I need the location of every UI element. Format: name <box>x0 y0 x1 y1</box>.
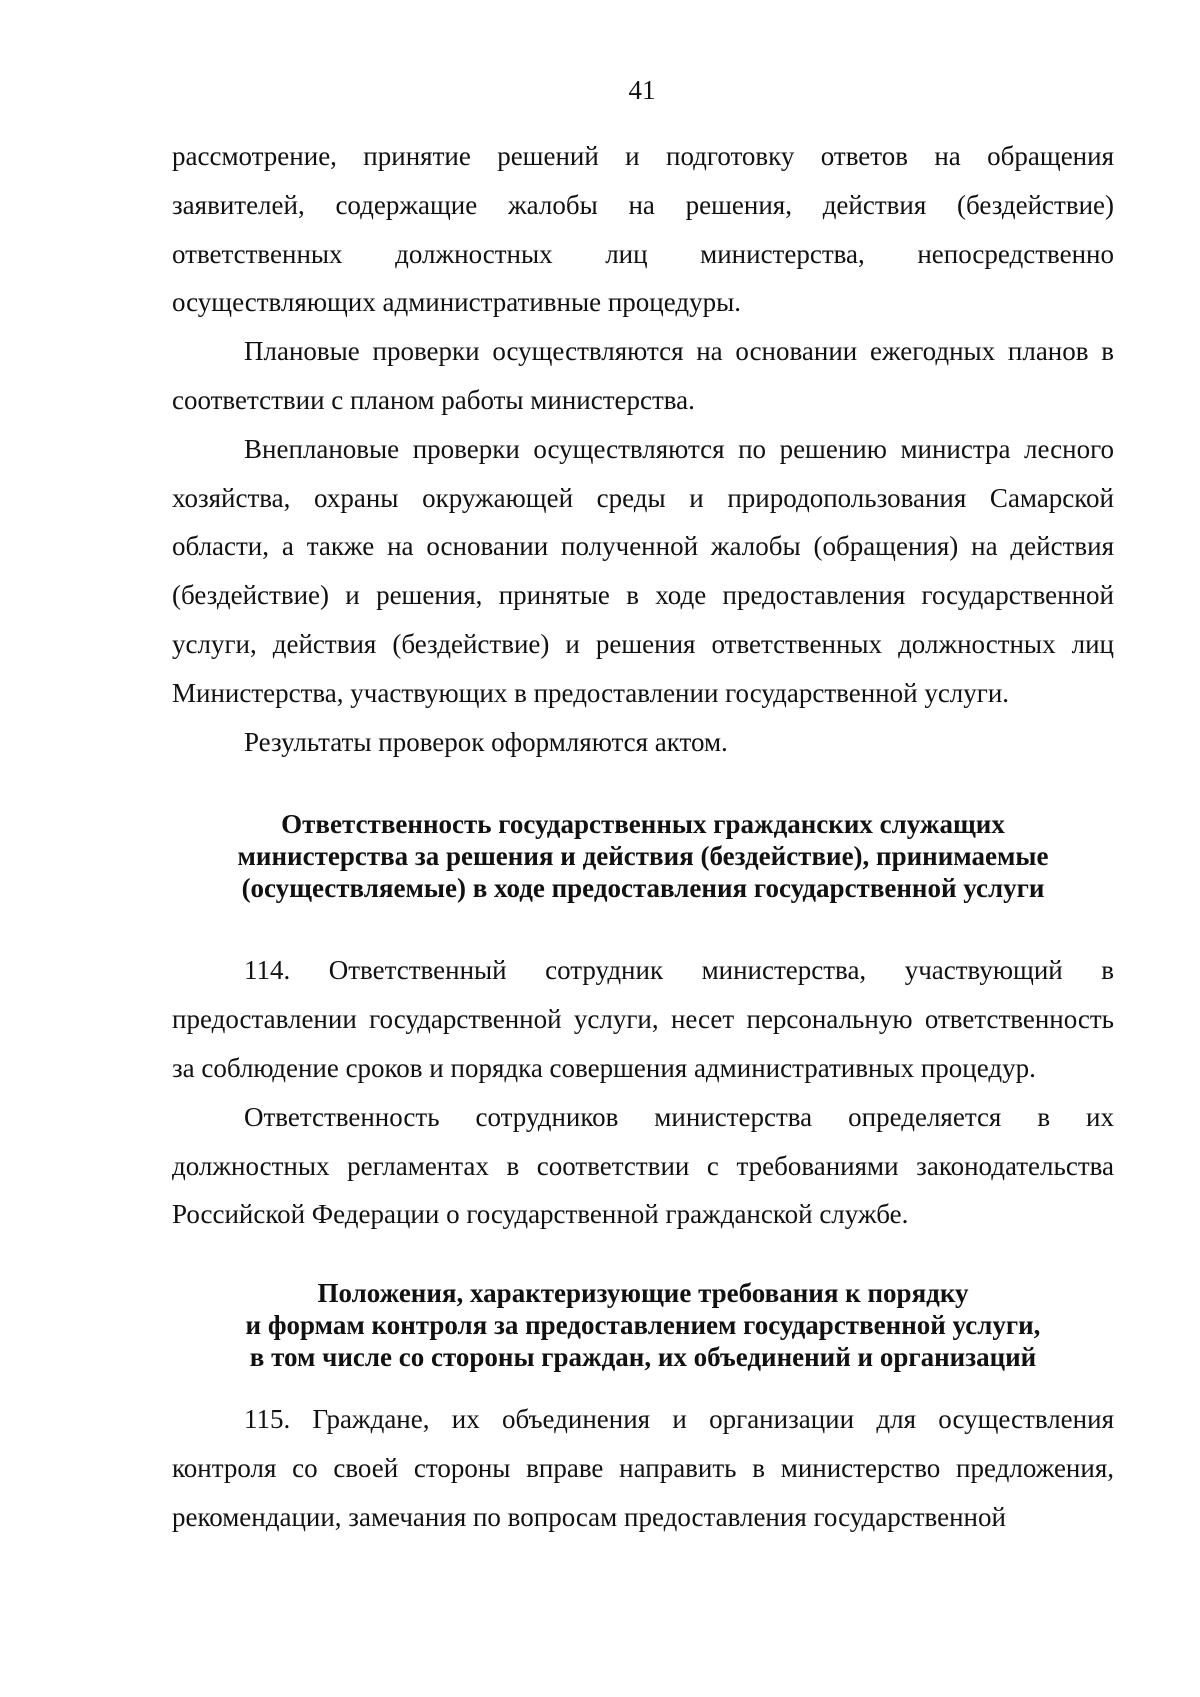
heading-line: (осуществляемые) в ходе предоставления государственной услуги <box>241 873 1045 904</box>
paragraph-continuation: рассмотрение, принятие решений и подготовку ответов на обращения заявителей, содержащие жалобы на решения, действия (бездействие) ответственных должностных лиц министерства, непосредственно осуществляющих административные процедуры. <box>172 141 1114 318</box>
section-heading-responsibility <box>172 808 1114 904</box>
section-heading-control-forms <box>172 1277 1114 1373</box>
heading-line: Положения, характеризующие требования к порядку <box>317 1278 969 1309</box>
heading-line: в том числе со стороны граждан, их объединений и организаций <box>249 1342 1037 1373</box>
paragraph-item-115: 115. Граждане, их объединения и организации для осуществления контроля со своей стороны вправе направить в министерство предложения, рекомендации, замечания по вопросам предоставления государственной <box>172 1404 1114 1532</box>
paragraph-item-114: 114. Ответственный сотрудник министерства, участвующий в предоставлении государственной услуги, несет персональную ответственность за соблюдение сроков и порядка совершения административных процедур. <box>172 955 1114 1083</box>
paragraph-staff-responsibility: Ответственность сотрудников министерства определяется в их должностных регламентах в соответствии с требованиями законодательства Российской Федерации о государственной гражданской службе. <box>172 1101 1114 1230</box>
paragraph-unplanned-inspections: Внеплановые проверки осуществляются по решению министра лесного хозяйства, охраны окружающей среды и природопользования Самарской области, а также на основании полученной жалобы (обращения) на действия (бездействие) и решения, принятые в ходе предоставления государственной услуги, действия (бездействие) и решения ответственных должностных лиц Министерства, участвующих в предоставлении государственной услуги. <box>172 433 1114 708</box>
paragraph-inspection-results: Результаты проверок оформляются актом. <box>244 726 728 757</box>
heading-line: Ответственность государственных гражданских служащих <box>281 809 1005 840</box>
heading-line: министерства за решения и действия (бездействие), принимаемые <box>237 841 1049 872</box>
document-body <box>172 132 1114 1542</box>
page-number: 41 <box>628 75 656 105</box>
paragraph-planned-inspections: Плановые проверки осуществляются на основании ежегодных планов в соответствии с планом работы министерства. <box>172 336 1114 415</box>
heading-line: и формам контроля за предоставлением государственной услуги, <box>245 1310 1041 1341</box>
